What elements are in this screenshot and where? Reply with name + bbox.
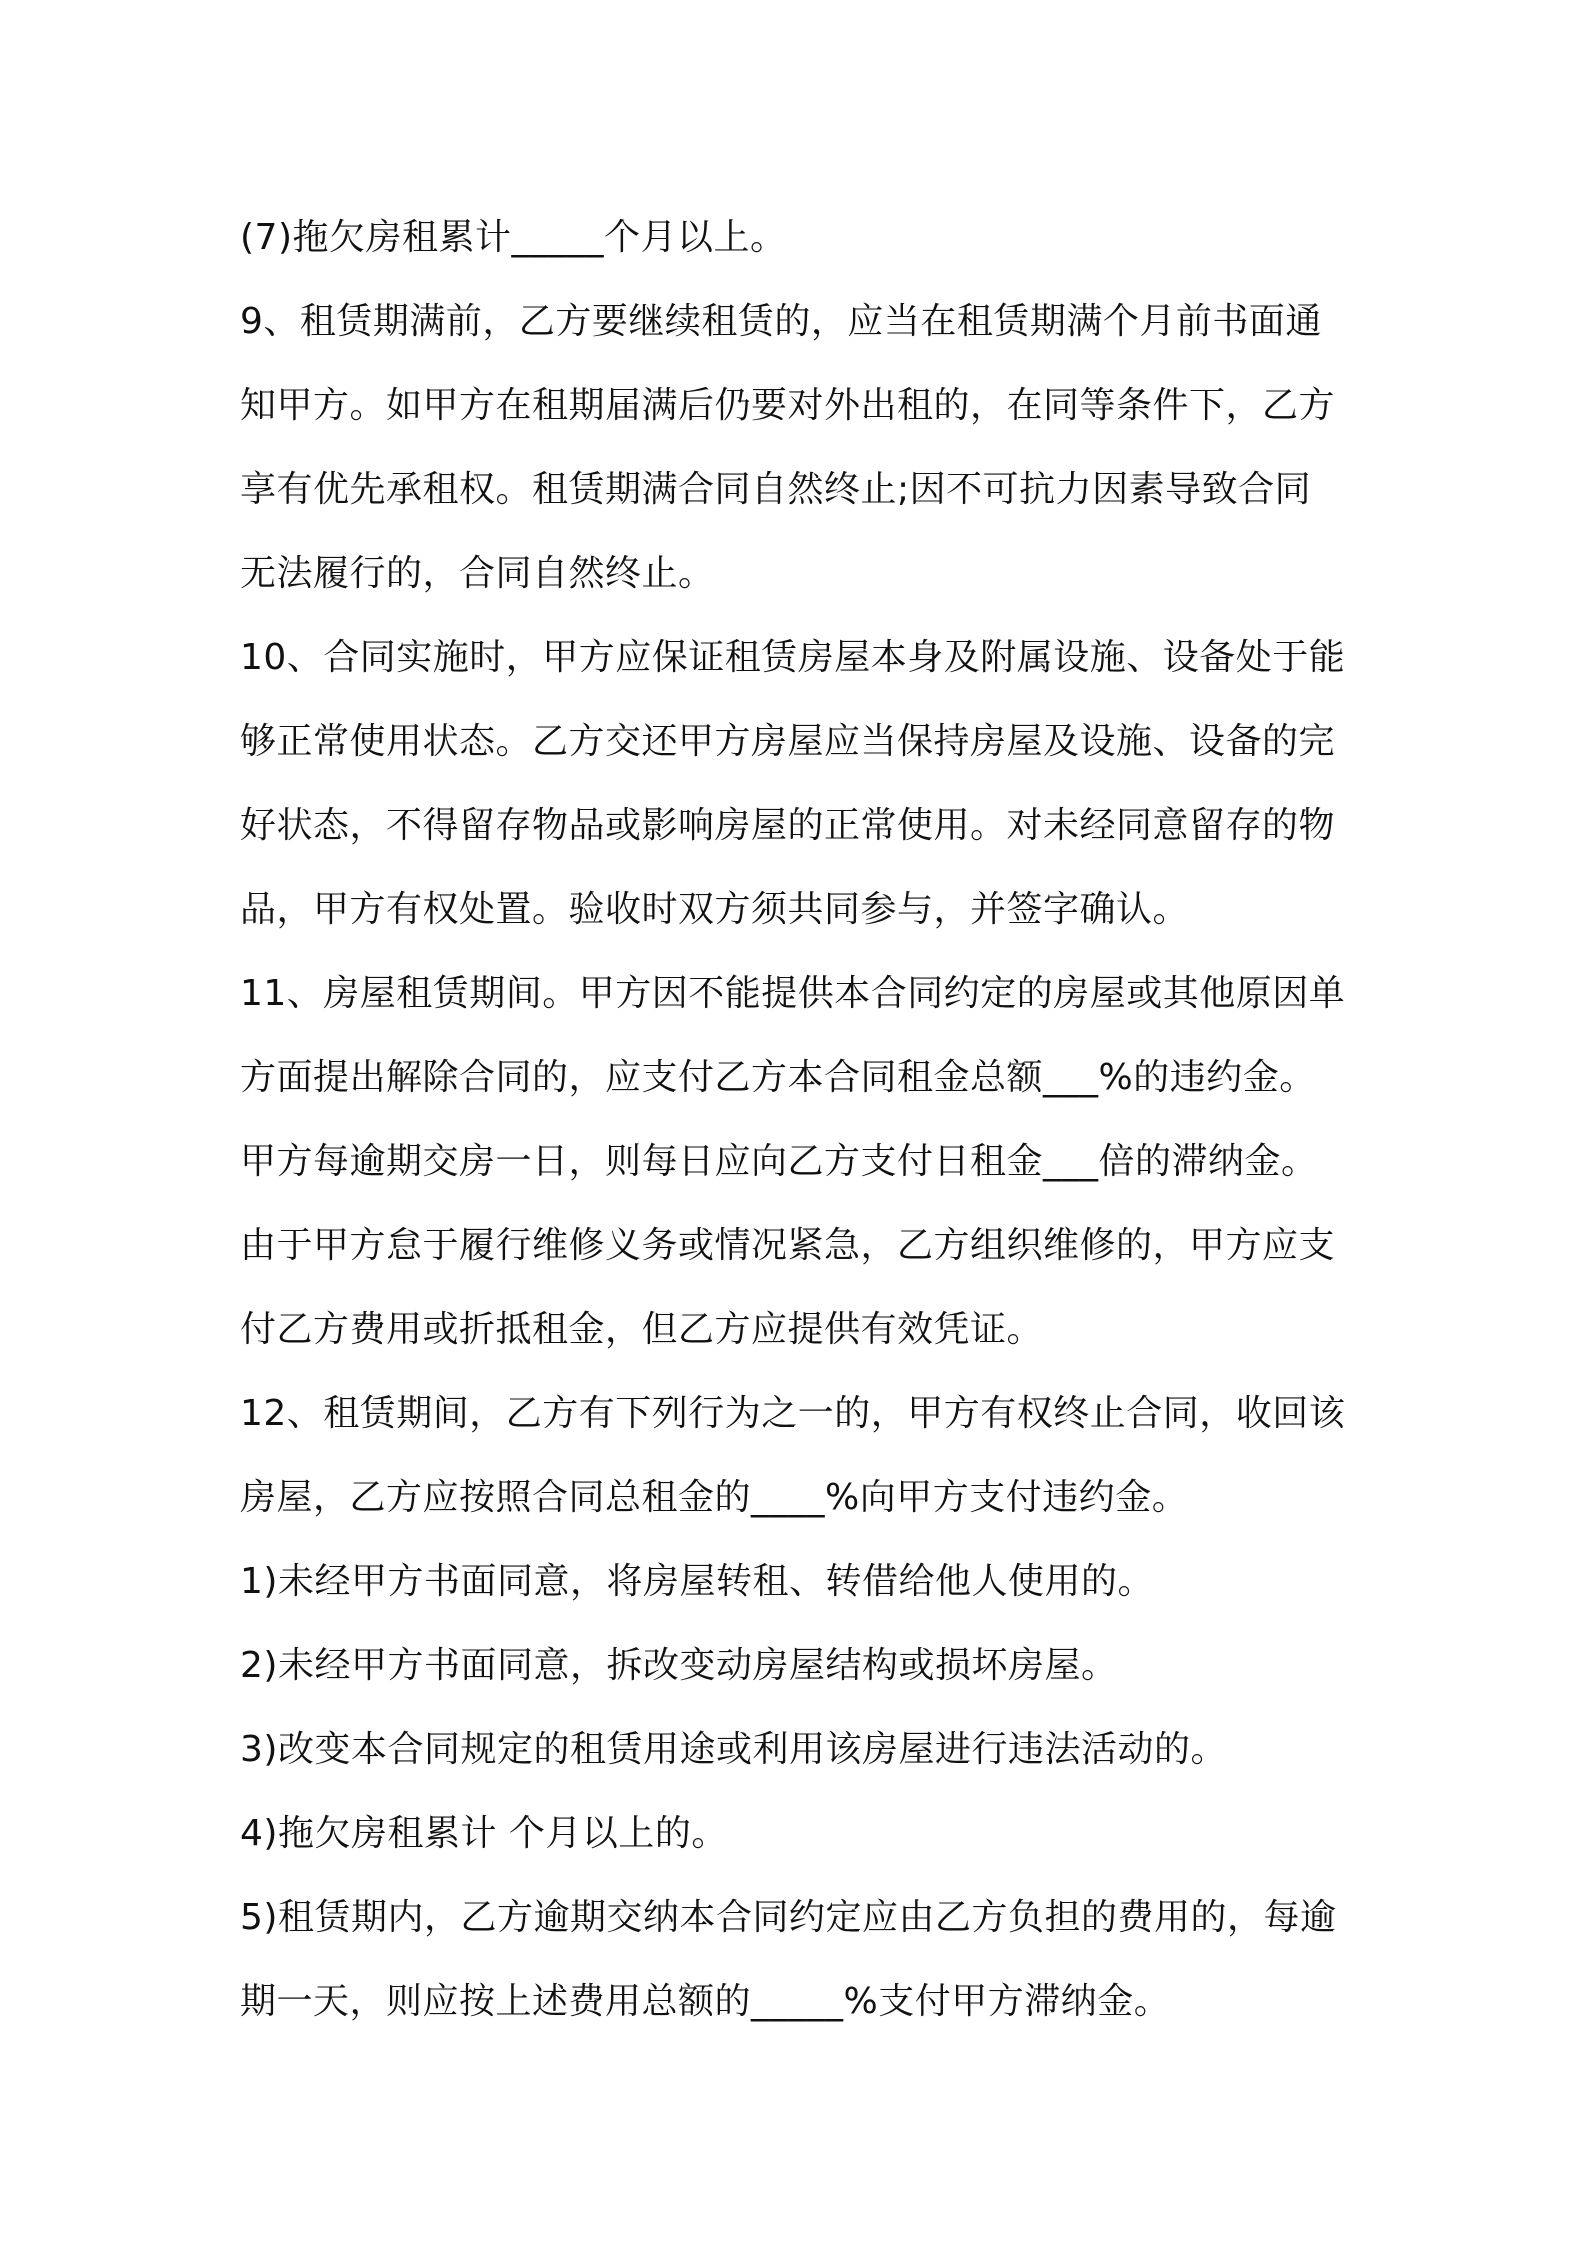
text-line: 好状态，不得留存物品或影响房屋的正常使用。对未经同意留存的物: [240, 805, 1336, 846]
text-line: 11、房屋租赁期间。甲方因不能提供本合同约定的房屋或其他原因单: [240, 973, 1346, 1014]
text-line: 无法履行的，合同自然终止。: [240, 553, 715, 594]
text-line: 3)改变本合同规定的租赁用途或利用该房屋进行违法活动的。: [240, 1729, 1227, 1770]
text-line: 2)未经甲方书面同意，拆改变动房屋结构或损坏房屋。: [240, 1645, 1118, 1686]
text-line: 12、租赁期间，乙方有下列行为之一的，甲方有权终止合同，收回该: [240, 1393, 1346, 1434]
text-line: 10、合同实施时，甲方应保证租赁房屋本身及附属设施、设备处于能: [240, 637, 1346, 678]
text-line: 1)未经甲方书面同意，将房屋转租、转借给他人使用的。: [240, 1561, 1154, 1602]
text-line: 5)租赁期内，乙方逾期交纳本合同约定应由乙方负担的费用的，每逾: [240, 1897, 1337, 1938]
text-line: 方面提出解除合同的，应支付乙方本合同租金总额___%的违约金。: [240, 1057, 1316, 1098]
text-line: (7)拖欠房租累计_____个月以上。: [240, 217, 787, 258]
text-line: 房屋，乙方应按照合同总租金的____%向甲方支付违约金。: [240, 1477, 1189, 1518]
text-line: 知甲方。如甲方在租期届满后仍要对外出租的，在同等条件下，乙方: [240, 385, 1336, 426]
text-line: 9、租赁期满前，乙方要继续租赁的，应当在租赁期满个月前书面通: [240, 301, 1322, 342]
text-line: 付乙方费用或折抵租金，但乙方应提供有效凭证。: [240, 1309, 1044, 1350]
contract-body: [240, 196, 1360, 2044]
text-line: 4)拖欠房租累计 个月以上的。: [240, 1813, 728, 1854]
text-line: 够正常使用状态。乙方交还甲方房屋应当保持房屋及设施、设备的完: [240, 721, 1336, 762]
text-line: 品，甲方有权处置。验收时双方须共同参与，并签字确认。: [240, 889, 1190, 930]
text-line: 期一天，则应按上述费用总额的_____%支付甲方滞纳金。: [240, 1981, 1171, 2022]
text-line: 甲方每逾期交房一日，则每日应向乙方支付日租金___倍的滞纳金。: [240, 1141, 1318, 1182]
text-line: 享有优先承租权。租赁期满合同自然终止;因不可抗力因素导致合同: [240, 469, 1312, 510]
text-line: 由于甲方怠于履行维修义务或情况紧急，乙方组织维修的，甲方应支: [240, 1225, 1336, 1266]
